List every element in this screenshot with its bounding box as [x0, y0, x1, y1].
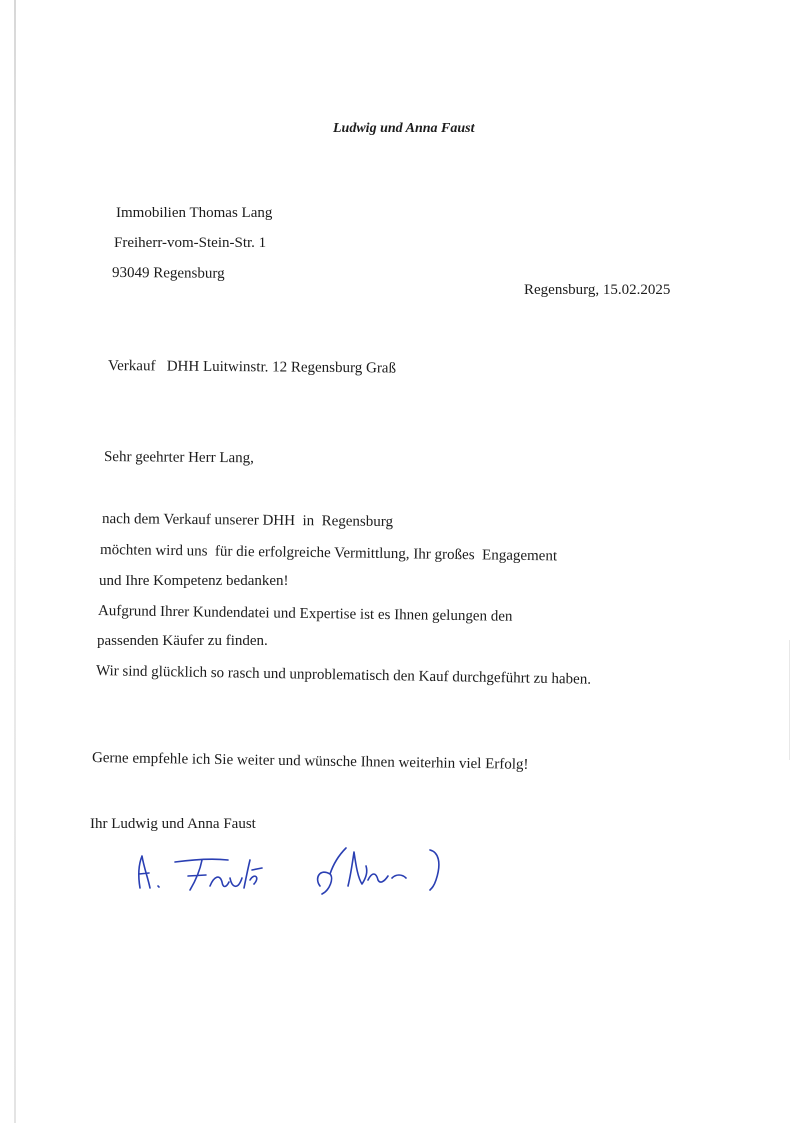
scan-edge-mark — [789, 640, 790, 760]
letter-sender: Ludwig und Anna Faust — [333, 121, 475, 136]
recipient-street: Freiherr-vom-Stein-Str. 1 — [114, 235, 267, 251]
letter-date: Regensburg, 15.02.2025 — [524, 282, 671, 298]
letter-salutation: Sehr geehrter Herr Lang, — [103, 449, 255, 467]
closing-wish: Gerne empfehle ich Sie weiter und wünsche Ihnen weiterhin viel Erfolg! — [91, 750, 529, 773]
letter-subject: Verkauf DHH Luitwinstr. 12 Regensburg Graß — [107, 358, 397, 377]
closing-signoff: Ihr Ludwig und Anna Faust — [90, 816, 256, 832]
body-line: nach dem Verkauf unserer DHH in Regensburg — [101, 511, 394, 531]
body-line: passenden Käufer zu finden. — [97, 633, 268, 649]
handwritten-signature — [130, 838, 470, 908]
body-line: und Ihre Kompetenz bedanken! — [99, 573, 289, 589]
body-line: Aufgrund Ihrer Kundendatei und Expertise ist es Ihnen gelungen den — [97, 603, 513, 625]
scan-edge-shadow — [14, 0, 16, 1123]
body-line: möchten wird uns für die erfolgreiche Vermittlung, Ihr großes Engagement — [99, 542, 558, 565]
recipient-name: Immobilien Thomas Lang — [116, 205, 273, 221]
recipient-city: 93049 Regensburg — [111, 265, 225, 282]
signature-drawing — [130, 838, 470, 908]
body-line: Wir sind glücklich so rasch und unproblematisch den Kauf durchgeführt zu haben. — [95, 663, 592, 688]
